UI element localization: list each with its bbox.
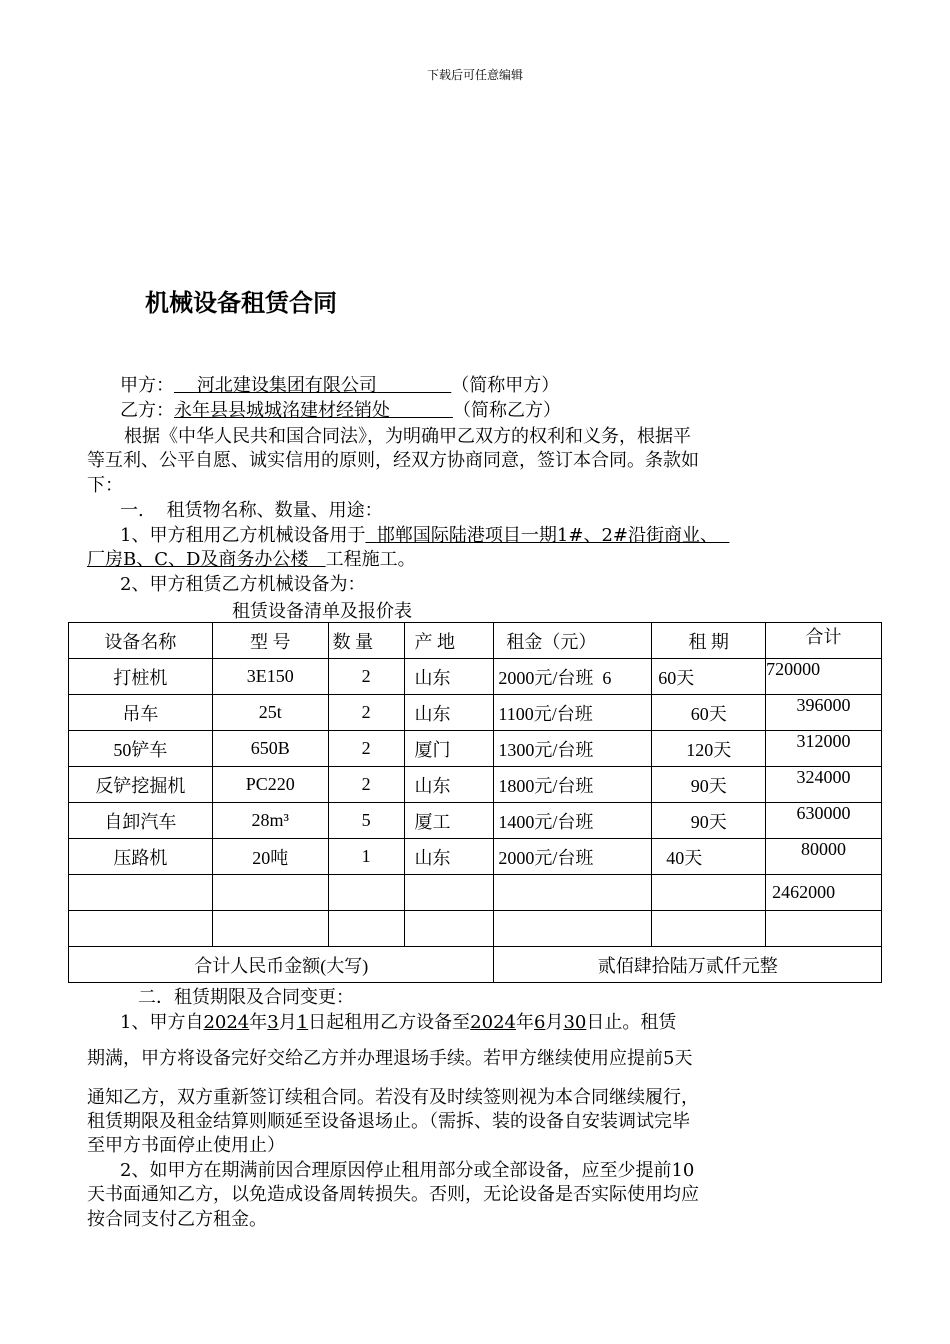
cell-empty [404, 911, 494, 947]
intro-line-2: 等互利、公平自愿、诚实信用的原则，经双方协商同意，签订本合同。条款如 [87, 450, 699, 471]
table-header-row [69, 623, 882, 659]
party-a-line [120, 375, 559, 397]
cell-origin: 厦工 [404, 803, 494, 839]
project-name-line-1: 邯郸国际陆港项目一期1#、2#沿街商业、 [376, 525, 718, 546]
section-1-item-1-cont: 厂房B、C、D及商务办公楼 工程施工。 [87, 549, 416, 570]
cell-total: 312000 [766, 731, 882, 767]
total-label: 合计人民币金额(大写) [69, 947, 494, 983]
cell-origin: 山东 [404, 695, 494, 731]
table-total-row [69, 947, 882, 983]
cell-empty [212, 911, 328, 947]
header-cell: 租 期 [652, 623, 766, 659]
header-cell: 租金（元） [494, 623, 652, 659]
cell-qty [328, 875, 404, 911]
cell-name: 反铲挖掘机 [69, 767, 213, 803]
party-a-name: 河北建设集团有限公司 [196, 375, 377, 396]
end-month: 6 [533, 1012, 546, 1033]
section-1-item-1: 1、甲方租用乙方机械设备用于 邯郸国际陆港项目一期1#、2#沿街商业、 [120, 525, 729, 547]
cell-rent: 1300元/台班 [494, 731, 652, 767]
cell-rent: 1800元/台班 [494, 767, 652, 803]
section-2-para-2-line-3: 按合同支付乙方租金。 [87, 1209, 267, 1230]
start-month: 3 [267, 1012, 279, 1033]
section-2-para-2-line-1: 2、如甲方在期满前因合理原因停止租用部分或全部设备，应至少提前10 [120, 1160, 695, 1181]
cell-grand-total: 2462000 [766, 875, 882, 911]
party-a-label: 甲方： [120, 375, 174, 396]
cell-rent: 1100元/台班 [494, 695, 652, 731]
cell-origin: 厦门 [404, 731, 494, 767]
cell-model: 3E150 [212, 659, 328, 695]
cell-empty [766, 911, 882, 947]
cell-rent: 2000元/台班 [494, 839, 652, 875]
cell-total: 630000 [766, 803, 882, 839]
cell-total: 720000 [766, 659, 882, 695]
header-cell: 数 量 [328, 623, 404, 659]
cell-model [212, 875, 328, 911]
header-cell: 设备名称 [69, 623, 213, 659]
table-row [69, 803, 882, 839]
cell-model: 28m³ [212, 803, 328, 839]
cell-model: 20吨 [212, 839, 328, 875]
cell-qty: 1 [328, 839, 404, 875]
cell-empty [652, 911, 766, 947]
cell-empty [494, 911, 652, 947]
cell-name: 50铲车 [69, 731, 213, 767]
cell-rent: 1400元/台班 [494, 803, 652, 839]
party-b-suffix: （简称乙方） [452, 400, 561, 421]
cell-qty: 2 [328, 695, 404, 731]
cell-term [652, 875, 766, 911]
cell-model: 650B [212, 731, 328, 767]
intro-line-1: 根据《中华人民共和国合同法》，为明确甲乙双方的权利和义务，根据平 [124, 426, 691, 447]
cell-term: 60天 [652, 695, 766, 731]
table-row [69, 875, 882, 911]
cell-term: 40天 [652, 839, 766, 875]
cell-qty: 5 [328, 803, 404, 839]
cell-rent [494, 875, 652, 911]
total-value: 贰佰肆拾陆万贰仟元整 [494, 947, 882, 983]
cell-name: 自卸汽车 [69, 803, 213, 839]
equipment-quote-table [68, 622, 882, 983]
section-2-para-1-line-5: 至甲方书面停止使用止） [87, 1135, 285, 1156]
section-2-para-1-line-4: 租赁期限及租金结算则顺延至设备退场止。（需拆、装的设备自安装调试完毕 [87, 1111, 690, 1132]
cell-qty: 2 [328, 731, 404, 767]
cell-origin: 山东 [404, 659, 494, 695]
section-2-para-1-line-1: 1、甲方自2024年3月1日起租用乙方设备至2024年6月30日止。租赁 [120, 1012, 677, 1033]
page-header-note: 下载后可任意编辑 [426, 68, 523, 82]
cell-name: 压路机 [69, 839, 213, 875]
section-1-heading: 一. 租赁物名称、数量、用途： [120, 500, 383, 521]
start-year: 2024 [203, 1012, 250, 1033]
cell-total: 396000 [766, 695, 882, 731]
cell-origin [404, 875, 494, 911]
cell-name: 打桩机 [69, 659, 213, 695]
header-cell: 产 地 [404, 623, 494, 659]
cell-empty [328, 911, 404, 947]
cell-empty [69, 911, 213, 947]
party-b-line [120, 400, 561, 422]
cell-origin: 山东 [404, 839, 494, 875]
start-day: 1 [296, 1012, 309, 1033]
cell-model: PC220 [212, 767, 328, 803]
header-cell: 型 号 [212, 623, 328, 659]
cell-model: 25t [212, 695, 328, 731]
end-day: 30 [563, 1012, 587, 1033]
section-2-heading: 二．租赁期限及合同变更： [138, 987, 354, 1008]
table-row [69, 839, 882, 875]
page-title: 机械设备租赁合同 [145, 289, 337, 317]
cell-rent: 2000元/台班 6 [494, 659, 652, 695]
cell-origin: 山东 [404, 767, 494, 803]
cell-term: 90天 [652, 803, 766, 839]
section-2-para-1-line-2: 期满，甲方将设备完好交给乙方并办理退场手续。若甲方继续使用应提前5天 [87, 1048, 693, 1069]
party-b-label: 乙方： [120, 400, 174, 421]
cell-term: 90天 [652, 767, 766, 803]
cell-total: 80000 [766, 839, 882, 875]
section-2-para-1-line-3: 通知乙方，双方重新签订续租合同。若没有及时续签则视为本合同继续履行， [87, 1087, 699, 1108]
party-a-suffix: （简称甲方） [451, 375, 560, 396]
cell-qty: 2 [328, 767, 404, 803]
table-row [69, 767, 882, 803]
table-row [69, 695, 882, 731]
project-name-line-2: 厂房B、C、D及商务办公楼 [87, 549, 309, 570]
intro-line-3: 下： [87, 475, 123, 496]
table-row [69, 731, 882, 767]
cell-term: 60天 [652, 659, 766, 695]
cell-qty: 2 [328, 659, 404, 695]
table-caption: 租赁设备清单及报价表 [232, 601, 412, 622]
table-row [69, 659, 882, 695]
header-cell: 合计 [766, 623, 882, 659]
party-b-name: 永年县县城城洺建材经销处 [174, 400, 390, 421]
section-1-item-2: 2、甲方租赁乙方机械设备为： [120, 574, 366, 595]
table-row [69, 911, 882, 947]
section-2-para-2-line-2: 天书面通知乙方，以免造成设备周转损失。否则，无论设备是否实际使用均应 [87, 1184, 699, 1205]
cell-term: 120天 [652, 731, 766, 767]
cell-name [69, 875, 213, 911]
cell-total: 324000 [766, 767, 882, 803]
cell-name: 吊车 [69, 695, 213, 731]
end-year: 2024 [470, 1012, 516, 1033]
